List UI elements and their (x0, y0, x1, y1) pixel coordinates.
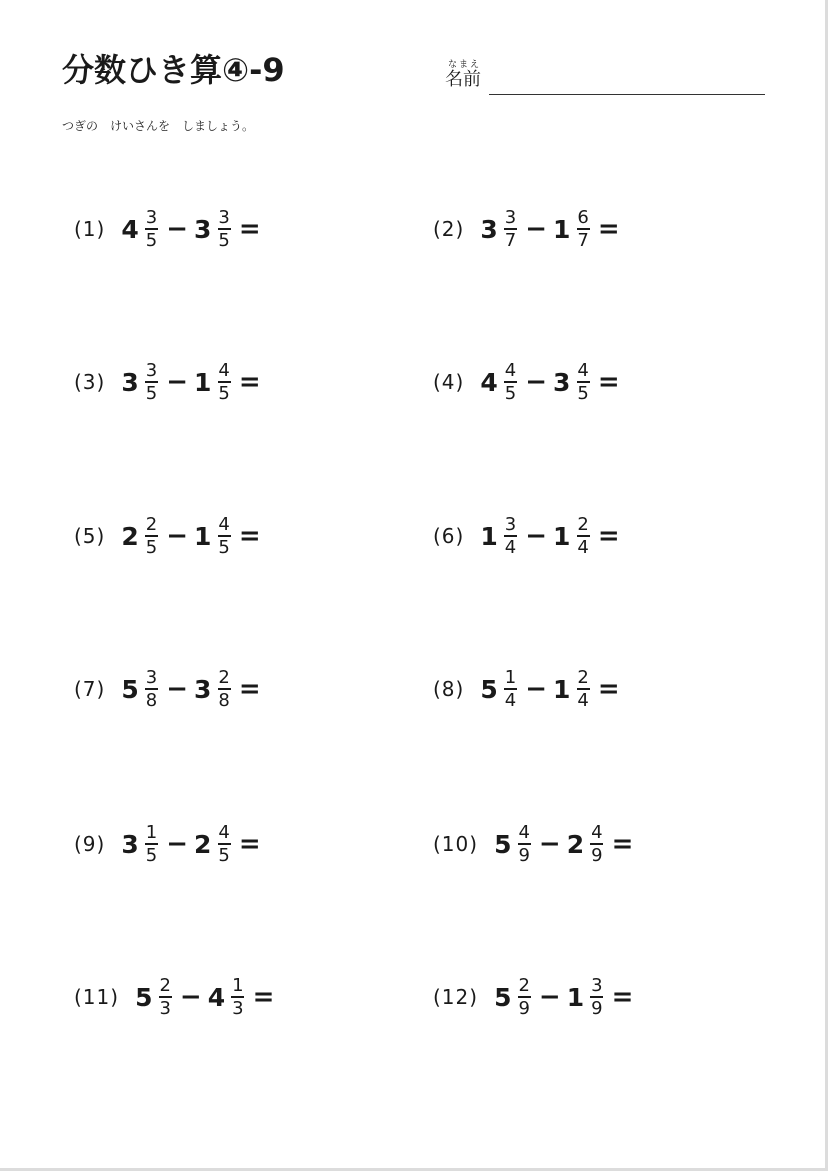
equals-sign: = (238, 521, 261, 551)
numerator: 2 (145, 513, 158, 535)
problem-12 (433, 967, 633, 1027)
numerator: 3 (145, 666, 158, 688)
numerator: 3 (591, 974, 603, 996)
numerator: 4 (504, 359, 517, 381)
minuend-whole: 3 (480, 214, 498, 244)
denominator: 8 (145, 689, 158, 711)
subtrahend-whole: 1 (553, 214, 571, 244)
problem-number: (8) (433, 677, 465, 701)
problem-1 (74, 199, 261, 259)
denominator: 7 (577, 229, 589, 251)
minuend-whole: 1 (480, 521, 498, 551)
subtrahend-whole: 1 (553, 674, 571, 704)
minuend-fraction (504, 359, 517, 404)
subtrahend-whole: 1 (194, 521, 212, 551)
minuend-fraction (504, 666, 517, 711)
denominator: 9 (591, 844, 603, 866)
numerator: 4 (577, 359, 589, 381)
subtrahend-whole: 3 (553, 367, 571, 397)
problem-7 (74, 659, 261, 719)
problem-number: (9) (74, 832, 106, 856)
equals-sign: = (597, 367, 620, 397)
denominator: 4 (577, 689, 589, 711)
minus-sign: − (525, 214, 547, 244)
subtrahend-whole: 2 (194, 829, 212, 859)
problem-number: (10) (433, 832, 479, 856)
subtrahend-fraction (576, 513, 589, 558)
denominator: 9 (518, 997, 530, 1019)
equals-sign: = (238, 674, 261, 704)
denominator: 8 (218, 689, 230, 711)
minus-sign: − (166, 829, 188, 859)
denominator: 7 (504, 229, 517, 251)
numerator: 4 (218, 821, 230, 843)
equals-sign: = (597, 674, 620, 704)
numerator: 4 (218, 359, 230, 381)
problem-number: (1) (74, 217, 106, 241)
minuend-whole: 2 (121, 521, 139, 551)
minuend-whole: 4 (121, 214, 139, 244)
minuend-whole: 5 (121, 674, 139, 704)
minuend-fraction (145, 666, 158, 711)
subtrahend-whole: 1 (194, 367, 212, 397)
name-write-line[interactable] (489, 94, 765, 95)
subtrahend-whole: 1 (566, 982, 585, 1012)
minus-sign: − (166, 367, 188, 397)
subtrahend-whole: 4 (207, 982, 226, 1012)
problem-number: (3) (74, 370, 106, 394)
denominator: 5 (577, 382, 589, 404)
numerator: 6 (577, 206, 589, 228)
minuend-fraction (145, 513, 158, 558)
name-label: 名前 (445, 69, 481, 90)
denominator: 5 (145, 382, 158, 404)
subtrahend-fraction (576, 206, 589, 251)
minuend-fraction (504, 206, 517, 251)
denominator: 5 (145, 536, 158, 558)
numerator: 3 (145, 206, 158, 228)
numerator: 2 (518, 974, 530, 996)
problem-3 (74, 352, 261, 412)
numerator: 3 (145, 359, 158, 381)
subtrahend-fraction (217, 821, 230, 866)
subtrahend-fraction (217, 666, 230, 711)
numerator: 2 (577, 513, 589, 535)
numerator: 2 (159, 974, 171, 996)
minus-sign: − (166, 674, 188, 704)
problem-number: (5) (74, 524, 106, 548)
equals-sign: = (611, 829, 634, 859)
numerator: 1 (504, 666, 517, 688)
minuend-whole: 3 (121, 367, 139, 397)
minus-sign: − (525, 367, 547, 397)
numerator: 1 (232, 974, 244, 996)
denominator: 5 (504, 382, 517, 404)
subtrahend-fraction (576, 359, 589, 404)
equals-sign: = (238, 829, 261, 859)
minus-sign: − (538, 829, 561, 859)
subtrahend-fraction (590, 821, 603, 866)
problem-number: (7) (74, 677, 106, 701)
minus-sign: − (179, 982, 202, 1012)
minuend-whole: 4 (480, 367, 498, 397)
minuend-fraction (145, 821, 158, 866)
denominator: 4 (577, 536, 589, 558)
numerator: 1 (145, 821, 158, 843)
minuend-fraction (145, 359, 158, 404)
numerator: 2 (577, 666, 589, 688)
minuend-whole: 5 (494, 982, 512, 1012)
denominator: 4 (504, 689, 517, 711)
subtrahend-fraction (217, 513, 230, 558)
denominator: 5 (145, 844, 158, 866)
denominator: 3 (232, 997, 244, 1019)
problem-number: (2) (433, 217, 465, 241)
problem-5 (74, 506, 261, 566)
minuend-whole: 5 (480, 674, 498, 704)
minus-sign: − (525, 521, 547, 551)
minuend-whole: 5 (135, 982, 153, 1012)
denominator: 3 (159, 997, 171, 1019)
problem-number: (6) (433, 524, 465, 548)
minus-sign: − (525, 674, 547, 704)
subtrahend-fraction (217, 359, 230, 404)
denominator: 5 (218, 382, 230, 404)
denominator: 5 (218, 536, 230, 558)
numerator: 4 (591, 821, 603, 843)
problem-number: (4) (433, 370, 465, 394)
equals-sign: = (611, 982, 634, 1012)
problem-10 (433, 814, 633, 874)
minus-sign: − (538, 982, 561, 1012)
equals-sign: = (238, 214, 261, 244)
problem-8 (433, 659, 620, 719)
minuend-fraction (145, 206, 158, 251)
minuend-whole: 3 (121, 829, 139, 859)
denominator: 4 (504, 536, 517, 558)
denominator: 5 (218, 229, 230, 251)
subtrahend-whole: 1 (553, 521, 571, 551)
denominator: 5 (218, 844, 230, 866)
minus-sign: − (166, 521, 188, 551)
numerator: 4 (518, 821, 530, 843)
subtrahend-fraction (217, 206, 230, 251)
problem-9 (74, 814, 261, 874)
denominator: 9 (518, 844, 530, 866)
equals-sign: = (597, 214, 620, 244)
worksheet-title: 分数ひき算④-9 (62, 51, 285, 89)
denominator: 5 (145, 229, 158, 251)
minus-sign: − (166, 214, 188, 244)
subtrahend-whole: 2 (566, 829, 585, 859)
problem-6 (433, 506, 620, 566)
subtrahend-fraction (231, 974, 244, 1019)
subtrahend-whole: 3 (194, 214, 212, 244)
problem-number: (11) (74, 985, 120, 1009)
equals-sign: = (252, 982, 275, 1012)
instruction-text: つぎの けいさんを しましょう。 (62, 119, 255, 133)
subtrahend-fraction (576, 666, 589, 711)
name-field (445, 60, 765, 98)
problem-4 (433, 352, 620, 412)
minuend-fraction (517, 974, 530, 1019)
problem-2 (433, 199, 620, 259)
minuend-fraction (517, 821, 530, 866)
numerator: 3 (504, 206, 517, 228)
numerator: 4 (218, 513, 230, 535)
minuend-fraction (504, 513, 517, 558)
denominator: 9 (591, 997, 603, 1019)
name-ruby: なまえ (448, 60, 482, 70)
subtrahend-fraction (590, 974, 603, 1019)
subtrahend-whole: 3 (194, 674, 212, 704)
minuend-fraction (158, 974, 171, 1019)
problem-11 (74, 967, 274, 1027)
equals-sign: = (238, 367, 261, 397)
minuend-whole: 5 (494, 829, 512, 859)
numerator: 2 (218, 666, 230, 688)
problem-number: (12) (433, 985, 479, 1009)
numerator: 3 (218, 206, 230, 228)
numerator: 3 (504, 513, 517, 535)
equals-sign: = (597, 521, 620, 551)
